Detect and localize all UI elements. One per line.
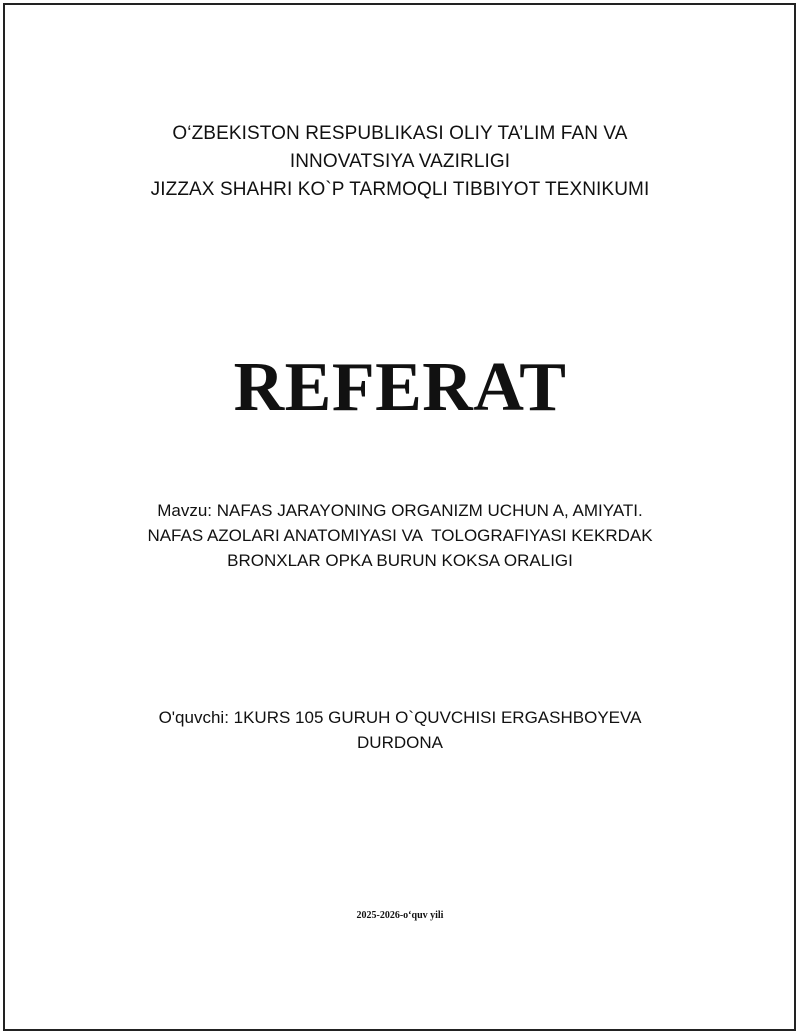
- ministry-line-2: INNOVATSIYA VAZIRLIGI: [289, 151, 511, 172]
- topic-line-2: NAFAS AZOLARI ANATOMIYASI VA TOLOGRAFIYASI KEKRDAK: [147, 526, 653, 545]
- student-block: [0, 705, 800, 755]
- student-line-2: DURDONA: [357, 733, 443, 752]
- topic-line-1: Mavzu: NAFAS JARAYONING ORGANIZM UCHUN A, AMIYATI.: [157, 501, 643, 520]
- ministry-line-1: O‘ZBEKISTON RESPUBLIKASI OLIY TA’LIM FAN VA: [172, 123, 628, 144]
- student-line-1: O'quvchi: 1KURS 105 GURUH O`QUVCHISI ERGASHBOYEVA: [158, 708, 642, 727]
- topic-line-3: BRONXLAR OPKA BURUN KOKSA ORALIGI: [227, 551, 573, 570]
- topic-block: [0, 498, 800, 573]
- academic-year: 2025-2026-o‘quv yili: [356, 910, 444, 921]
- college-name: JIZZAX SHAHRI KO`P TARMOQLI TIBBIYOT TEXNIKUMI: [150, 179, 650, 200]
- institution-header: [0, 120, 800, 204]
- document-title: REFERAT: [233, 349, 567, 426]
